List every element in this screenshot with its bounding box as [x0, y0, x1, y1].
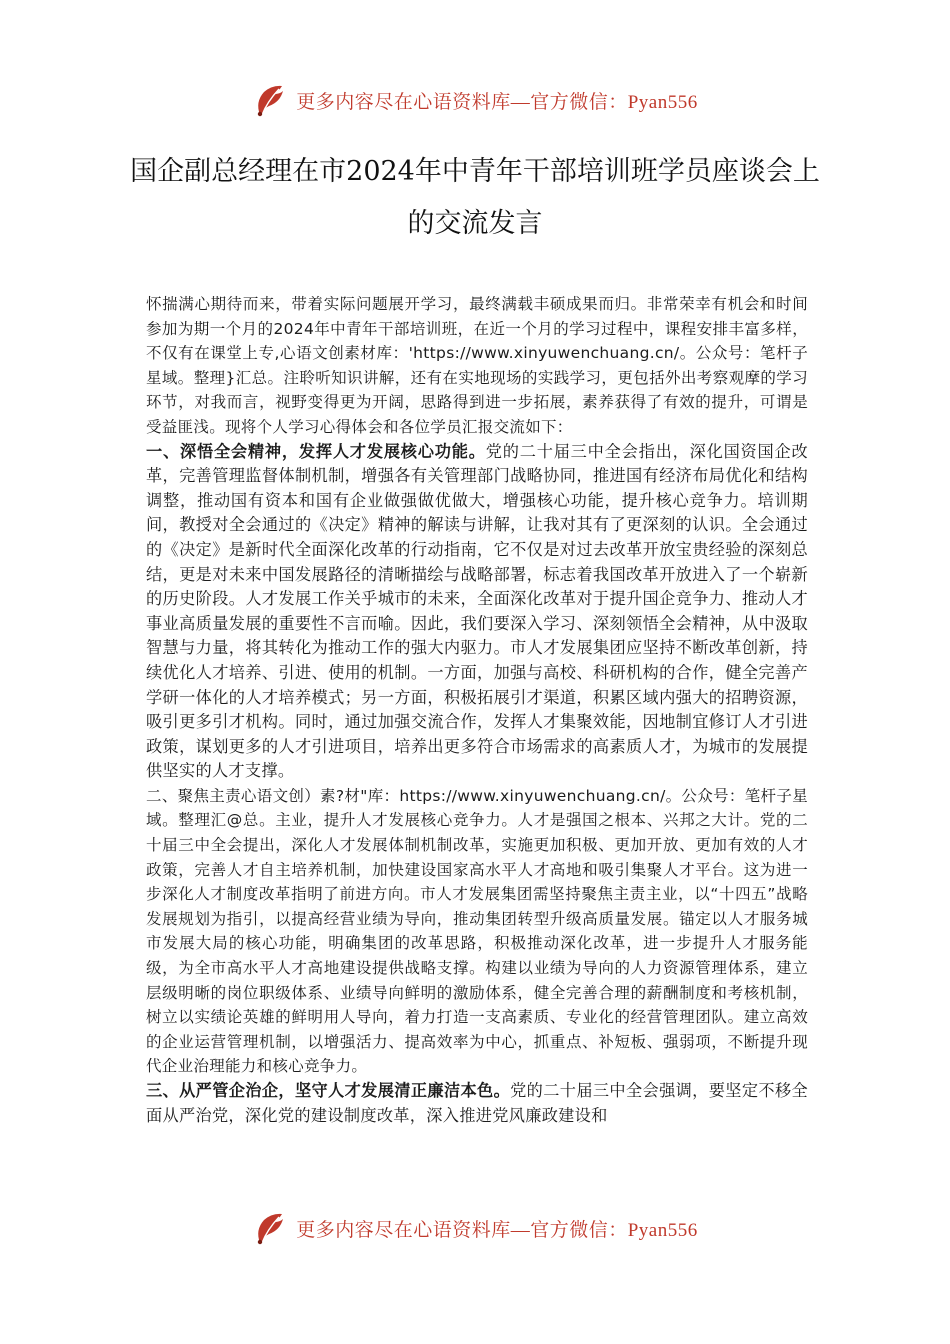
section-1-paragraph: [146, 440, 808, 784]
section-1-heading: 一、深悟全会精神，发挥人才发展核心功能。: [146, 441, 486, 461]
section-3-body: 党的二十届三中全会强调，要坚定不移全面从严治党，深化党的建设制度改革，深入推进党风廉政建设和: [146, 1081, 808, 1125]
footer-banner: [0, 1208, 950, 1248]
section-3-heading: 三、从严管企治企，坚守人才发展清正廉洁本色。: [146, 1081, 511, 1100]
section-3-paragraph: [146, 1079, 808, 1128]
document-body: [146, 292, 808, 1128]
banner-text: 更多内容尽在心语资料库—官方微信：Pyan556: [296, 1219, 698, 1241]
quill-logo-icon: [252, 82, 288, 118]
section-2-paragraph: 二、聚焦主责心语文创）素?材"库：https://www.xinyuwenchuang.cn/。公众号：笔杆子星域。整理汇@总。主业，提升人才发展核心竞争力。人才是强国之根本、兴邦之大计。党的二十届三中全会提出，深化人才发展体制机制改革，实施更加积极、更加开放、更加有效的人才政策，完善人才自主培养机制，加快建设国家高水平人才高地和吸引集聚人才平台。这为进一步深化人才制度改革指明了前进方向。市人才发展集团需坚持聚焦主责主业，以“十四五”战略发展规划为指引，以提高经营业绩为导向，推动集团转型升级高质量发展。锚定以人才服务城市发展大局的核心功能，明确集团的改革思路，积极推动深化改革，进一步提升人才服务能级，为全市高水平人才高地建设提供战略支撑。构建以业绩为导向的人力资源管理体系，建立层级明晰的岗位职级体系、业绩导向鲜明的激励体系，健全完善合理的薪酬制度和考核机制，树立以实绩论英雄的鲜明用人导向，着力打造一支高素质、专业化的经营管理团队。建立高效的企业运营管理机制，以增强活力、提高效率为中心，抓重点、补短板、强弱项，不断提升现代企业治理能力和核心竞争力。: [146, 786, 808, 1076]
intro-paragraph: 怀揣满心期待而来，带着实际问题展开学习，最终满载丰硕成果而归。非常荣幸有机会和时间参加为期一个月的2024年中青年干部培训班，在近一个月的学习过程中，课程安排丰富多样，不仅有在课堂上专,心语文创素材库：'https://www.xinyuwenchuang.cn/。公众号：笔杆子星域。整理}汇总。注聆听知识讲解，还有在实地现场的实践学习，更包括外出考察观摩的学习环节，对我而言，视野变得更为开阔，思路得到进一步拓展，素养获得了有效的提升，可谓是受益匪浅。现将个人学习心得体会和各位学员汇报交流如下：: [146, 295, 808, 436]
header-banner: [0, 80, 950, 120]
section-1-body: 党的二十届三中全会指出，深化国资国企改革，完善管理监督体制机制，增强各有关管理部门战略协同，推进国有经济布局优化和结构调整，推动国有资本和国有企业做强做优做大，增强核心功能，提升核心竞争力。培训期间，教授对全会通过的《决定》精神的解读与讲解，让我对其有了更深刻的认识。全会通过的《决定》是新时代全面深化改革的行动指南，它不仅是对过去改革开放宝贵经验的深刻总结，更是对未来中国发展路径的清晰描绘与战略部署，标志着我国改革开放进入了一个崭新的历史阶段。人才发展工作关乎城市的未来，全面深化改革对于提升国企竞争力、推动人才事业高质量发展的重要性不言而喻。因此，我们要深入学习、深刻领悟全会精神，从中汲取智慧与力量，将其转化为推动工作的强大内驱力。市人才发展集团应坚持不断改革创新，持续优化人才培养、引进、使用的机制。一方面，加强与高校、科研机构的合作，健全完善产学研一体化的人才培养模式；另一方面，积极拓展引才渠道，积累区域内强大的招聘资源，吸引更多引才机构。同时，通过加强交流合作，发挥人才集聚效能，因地制宜修订人才引进政策，谋划更多的人才引进项目，培养出更多符合市场需求的高素质人才，为城市的发展提供坚实的人才支撑。: [146, 441, 809, 781]
quill-logo-icon: [252, 1210, 288, 1246]
banner-text: 更多内容尽在心语资料库—官方微信：Pyan556: [296, 91, 698, 113]
document-title: 国企副总经理在市2024年中青年干部培训班学员座谈会上的交流发言: [130, 156, 820, 239]
